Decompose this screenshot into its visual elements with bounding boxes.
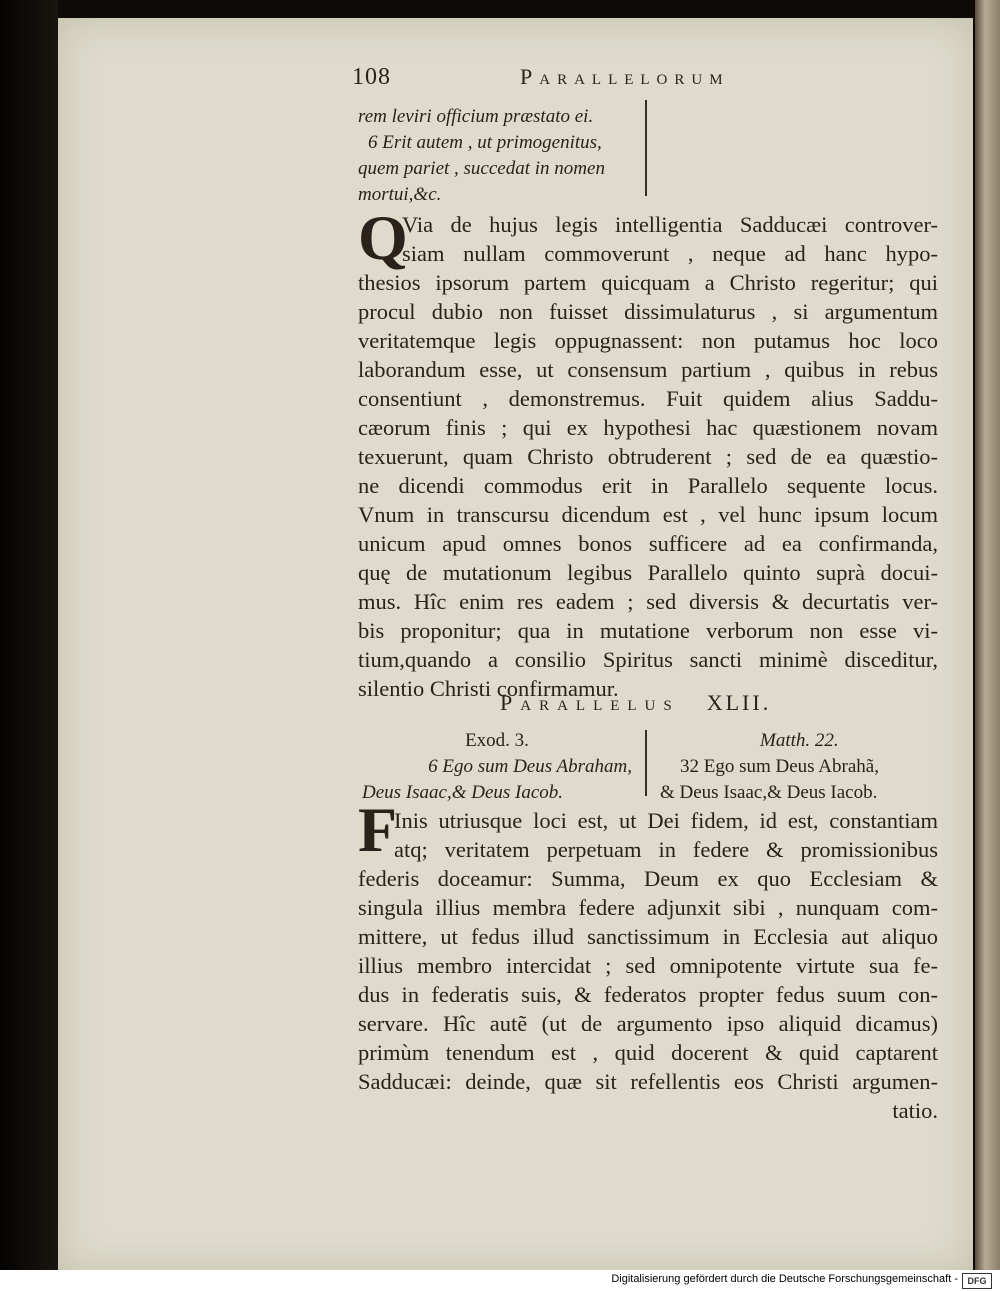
text-line: mittere, ut fedus illud sanctissimum in Ecclesia aut aliquo [358,924,938,949]
page-header [352,64,772,96]
text-line: illius membro intercidat ; sed omnipotente virtute sua fe- [358,953,938,978]
citation-ref: Exod. 3. [465,730,529,751]
left-edge-shadow [0,0,58,1270]
text-line: ne dicendi commodus erit in Parallelo sequente locus. [358,473,938,498]
citation-line: quem pariet , succedat in nomen [358,158,605,179]
footer-credit: Digitalisierung gefördert durch die Deutsche Forschungsgemeinschaft - [611,1273,958,1285]
text-line: Via de hujus legis intelligentia Sadducæi controver- [402,212,938,237]
paragraph-1 [358,202,938,703]
citation-line: & Deus Isaac,& Deus Iacob. [660,782,878,803]
column-divider [645,100,647,196]
parallel-title [500,690,771,716]
parallel-title-number: XLII. [706,690,772,715]
text-line: dus in federatis suis, & federatos propter fedus suum con- [358,982,938,1007]
text-line: thesios ipsorum partem quicquam a Christo regeritur; qui [358,270,938,295]
parallel-title-word: Parallelus [500,690,680,715]
left-citation [362,728,632,806]
text-line: siam nullam commoverunt , neque ad hanc hypo- [402,241,938,266]
citation-line: rem leviri officium præstato ei. [358,106,594,127]
text-line: Sadducæi: deinde, quæ sit refellentis eos Christi argumen- [358,1069,938,1094]
citation-ref: Matth. 22. [760,730,839,751]
column-divider [645,730,647,796]
citation-line: 32 Ego sum Deus Abrahã, [680,756,879,777]
page-number: 108 [352,64,391,90]
text-line: texuerunt, quam Christo obtruderent ; sed de ea quæstio- [358,444,938,469]
top-citation [358,104,643,208]
text-line: quę de mutationum legibus Parallelo quinto suprà docui- [358,560,938,585]
text-line: singula illius membra federe adjunxit sibi , nunquam com- [358,895,938,920]
right-citation [660,728,940,806]
text-line: federis doceamur: Summa, Deum ex quo Ecclesiam & [358,866,938,891]
text-line: silentio Christi confirmamur. [358,676,619,701]
text-line: Inis utriusque loci est, ut Dei fidem, id est, constantiam [394,808,938,833]
running-head: Parallelorum [520,64,730,89]
text-line: primùm tenendum est , quid docerent & quid captarent [358,1040,938,1065]
catchword: tatio. [892,1098,938,1123]
citation-line: 6 Erit autem , ut primogenitus, [368,132,602,153]
digitization-footer [0,1270,1000,1291]
text-line: unicum apud omnes bonos sufficere ad ea confirmanda, [358,531,938,556]
text-line: servare. Hîc autẽ (ut de argumento ipso aliquid dicamus) [358,1011,938,1036]
book-spine-edge [975,0,1000,1270]
citation-line: Deus Isaac,& Deus Iacob. [362,782,564,803]
text-line: cæorum finis ; qui ex hypothesi hac quæstionem novam [358,415,938,440]
text-line: veritatemque legis oppugnassent: non putamus hoc loco [358,328,938,353]
text-line: atq; veritatem perpetuam in federe & promissionibus [394,837,938,862]
text-line: consentiunt , demonstremus. Fuit quidem alius Saddu- [358,386,938,411]
text-line: bis proponitur; qua in mutatione verborum non esse vi- [358,618,938,643]
drop-cap-q: Q [358,202,408,273]
citation-line: 6 Ego sum Deus Abraham, [428,756,632,777]
citation-line: mortui,&c. [358,184,442,205]
drop-cap-f: F [358,794,398,865]
text-line: tium,quando a consilio Spiritus sancti minimè disceditur, [358,647,938,672]
dfg-logo-icon: DFG [962,1273,992,1289]
text-line: mus. Hîc enim res eadem ; sed diversis & decurtatis ver- [358,589,938,614]
text-line: procul dubio non fuisset dissimulaturus , si argumentum [358,299,938,324]
paragraph-2 [358,806,938,1125]
text-line: laborandum esse, ut consensum partium , quibus in rebus [358,357,938,382]
text-line: Vnum in transcursu dicendum est , vel hunc ipsum locum [358,502,938,527]
